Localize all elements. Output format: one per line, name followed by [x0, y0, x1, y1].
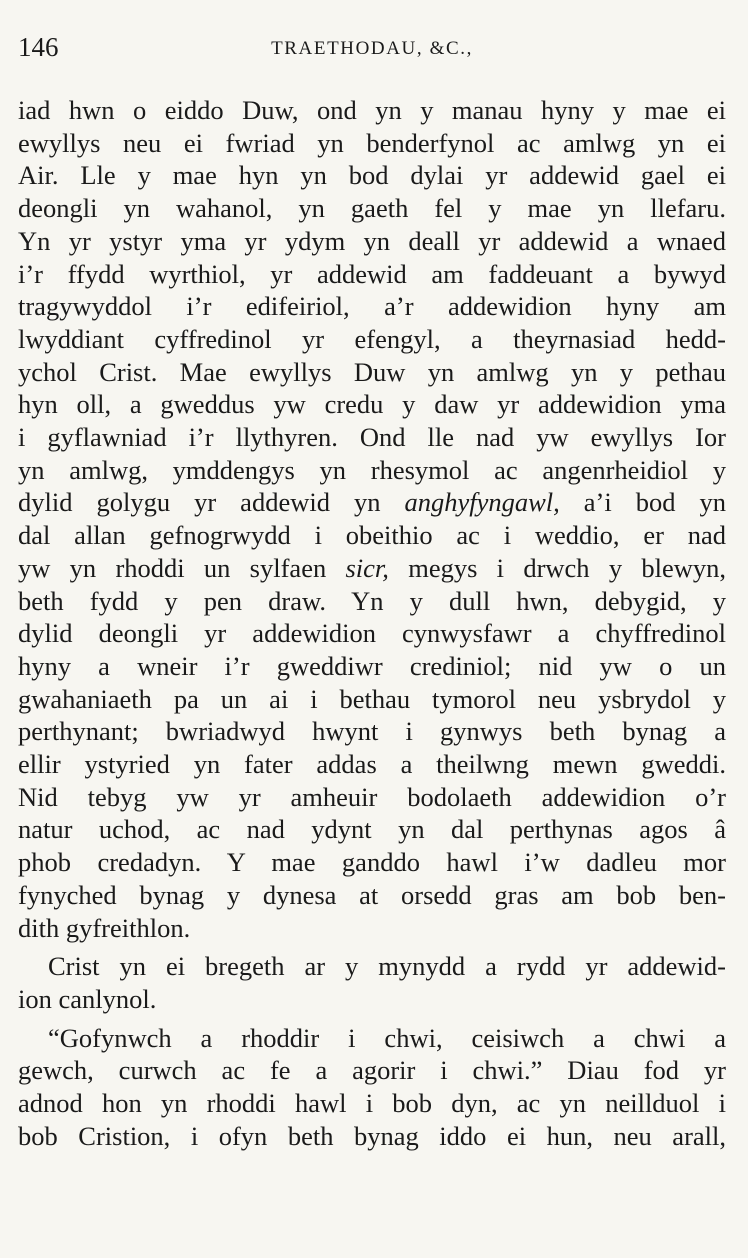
text-run: dylid golygu yr addewid yn: [18, 487, 405, 518]
text-line: i gyflawniad i’r llythyren. Ond lle nad yw ewyllys Ior: [18, 422, 726, 453]
text-line: lwyddiant cyffredinol yr efengyl, a theyrnasiad hedd-: [18, 323, 726, 354]
text-line: beth fydd y pen draw. Yn y dull hwn, debygid, y: [18, 585, 726, 616]
text-line-with-italic: [18, 552, 726, 585]
text-line: dal allan gefnogrwydd i obeithio ac i weddio, er nad: [18, 520, 726, 551]
text-line: bob Cristion, i ofyn beth bynag iddo ei hun, neu arall,: [18, 1120, 726, 1151]
text-run: a’i bod yn: [559, 487, 726, 518]
text-line: Yn yr ystyr yma yr ydym yn deall yr addewid a wnaed: [18, 225, 726, 256]
text-line: hyny a wneir i’r gweddiwr crediniol; nid yw o un: [18, 650, 726, 681]
text-line: adnod hon yn rhoddi hawl i bob dyn, ac yn neillduol i: [18, 1088, 726, 1119]
text-line: deongli yn wahanol, yn gaeth fel y mae yn llefaru.: [18, 193, 726, 224]
text-line: Air. Lle y mae hyn yn bod dylai yr addewid gael ei: [18, 160, 726, 191]
text-line: “Gofynwch a rhoddir i chwi, ceisiwch a chwi a: [48, 1022, 726, 1053]
text-run: megys i drwch y blewyn,: [388, 552, 726, 583]
body-text: [18, 94, 726, 1153]
text-line: gewch, curwch ac fe a agorir i chwi.” Diau fod yr: [18, 1055, 726, 1086]
text-line: tragywyddol i’r edifeiriol, a’r addewidion hyny am: [18, 291, 726, 322]
italic-word: sicr,: [345, 552, 389, 583]
running-head: TRAETHODAU, &C.,: [271, 38, 473, 59]
text-line: perthynant; bwriadwyd hwynt i gynwys beth bynag a: [18, 716, 726, 747]
text-line: iad hwn o eiddo Duw, ond yn y manau hyny y mae ei: [18, 95, 726, 125]
text-line: phob credadyn. Y mae ganddo hawl i’w dadleu mor: [18, 847, 726, 878]
text-line: dylid deongli yr addewidion cynwysfawr a chyffredinol: [18, 618, 726, 649]
text-line: fynyched bynag y dynesa at orsedd gras am bob ben-: [18, 879, 726, 910]
text-line: dith gyfreithlon.: [18, 912, 191, 943]
text-line: ewyllys neu ei fwriad yn benderfynol ac amlwg yn ei: [18, 127, 726, 158]
text-line-with-italic: [18, 486, 726, 519]
text-line: ellir ystyried yn fater addas a theilwng mewn gweddi.: [18, 749, 726, 780]
italic-word: anghyfyngawl,: [404, 487, 560, 518]
text-line: i’r ffydd wyrthiol, yr addewid am faddeuant a bywyd: [18, 258, 726, 289]
text-line: Crist yn ei bregeth ar y mynydd a rydd yr addewid-: [48, 951, 726, 982]
page-header: [18, 30, 726, 70]
text-line: Nid tebyg yw yr amheuir bodolaeth addewidion o’r: [18, 781, 726, 812]
page-number: 146: [18, 32, 59, 62]
text-line: hyn oll, a gweddus yw credu y daw yr addewidion yma: [18, 389, 726, 420]
text-line: ion canlynol.: [18, 983, 157, 1014]
text-run: yw yn rhoddi un sylfaen: [18, 552, 346, 583]
text-line: ychol Crist. Mae ewyllys Duw yn amlwg yn y pethau: [18, 356, 726, 387]
text-line: natur uchod, ac nad ydynt yn dal perthynas agos â: [18, 814, 726, 845]
text-line: gwahaniaeth pa un ai i bethau tymorol neu ysbrydol y: [18, 683, 726, 714]
text-line: yn amlwg, ymddengys yn rhesymol ac angenrheidiol y: [18, 454, 726, 485]
